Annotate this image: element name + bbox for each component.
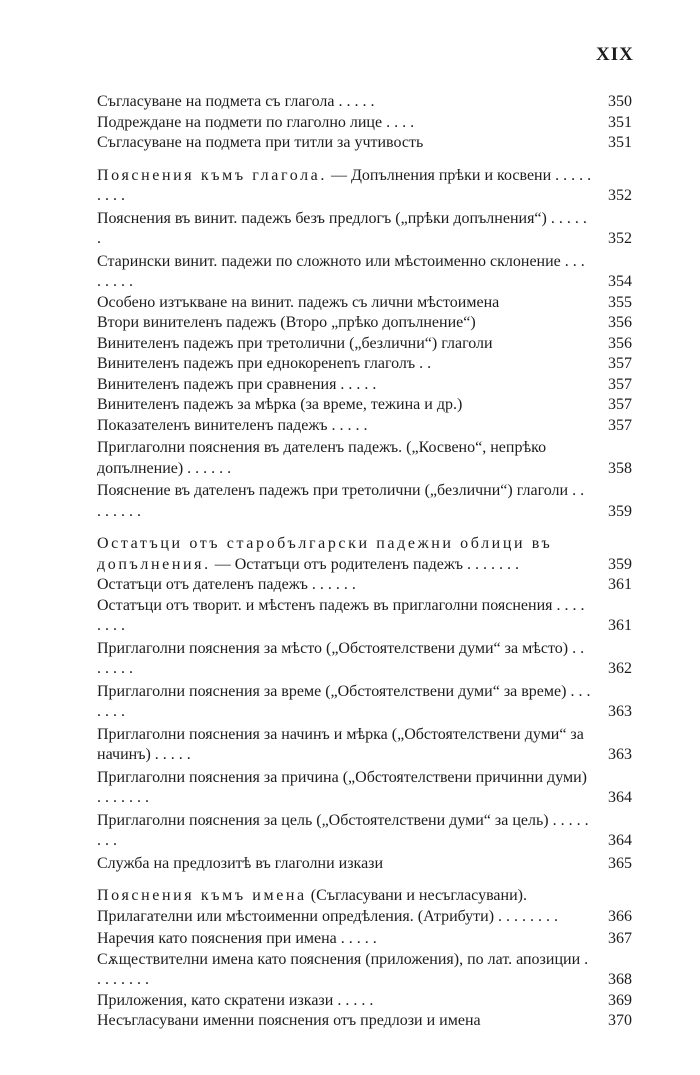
toc-page-number: 350 <box>608 93 632 110</box>
toc-entry <box>97 416 632 437</box>
toc-entry-text: Втори винителенъ падежъ (Второ „прѣко допълнение“) <box>97 314 476 331</box>
toc-entry-text: Приглаголни пояснения за цель („Обстоятелствени думи“ за цель) . . . . . . . . <box>97 811 589 849</box>
toc-page-number: 364 <box>608 789 632 806</box>
toc-page-number: 364 <box>608 832 632 849</box>
toc-entry <box>97 113 632 134</box>
toc-section-heading <box>97 886 632 927</box>
toc-page-number: 368 <box>608 971 632 988</box>
toc-entry-text: Съгласуване на подмета съ глагола . . . . . <box>97 93 375 110</box>
toc-entry <box>97 92 632 113</box>
toc-entry <box>97 334 632 355</box>
toc-page-number: 356 <box>608 334 632 352</box>
toc-page-number: 366 <box>608 907 632 925</box>
toc-entry-text: Приглаголни пояснения въ дателенъ падежъ. („Косвено“, непрѣко допълнение) . . . . . . <box>97 439 547 477</box>
toc-entry-text: Винителенъ падежъ при сравнения . . . . . <box>97 375 377 393</box>
toc-entry-text: Пояснения въ винит. падежъ безъ предлогъ („прѣки допълнения“) . . . . . . <box>97 209 587 247</box>
toc-entry-text: Приглаголни пояснения за мѣсто („Обстоятелствени думи“ за мѣсто) . . . . . . . <box>97 639 585 677</box>
toc-entry <box>97 438 632 479</box>
toc-entry <box>97 395 632 416</box>
toc-page-number: 356 <box>608 314 632 331</box>
toc-entry-text: Остатъци отъ творит. и мѣстенъ падежъ въ приглаголни пояснения . . . . . . . . <box>97 596 585 634</box>
toc-entry-text: (Съгласувани и несъгласувани). Прилагателни или мѣстоименни опредѣления. (Атрибути) . . . . . . . . <box>97 887 559 925</box>
toc-entry-text: — Остатъци отъ родителенъ падежъ . . . . . . . <box>210 555 519 573</box>
toc-entry-text: Приглаголни пояснения за причина („Обстоятелствени причинни думи) . . . . . . . <box>97 768 587 806</box>
toc-entry-text: Пояснение въ дателенъ падежъ при третолични („безлични“) глаголи . . . . . . . . <box>97 482 585 520</box>
page-number: XIX <box>596 44 634 65</box>
toc-entry <box>97 929 632 950</box>
toc-page-number: 357 <box>608 355 632 372</box>
toc-entry <box>97 209 632 250</box>
toc-page-number: 357 <box>608 416 632 434</box>
toc-entry-text: Приглаголни пояснения за време („Обстоятелствени думи“ за време) . . . . . . . <box>97 682 591 720</box>
toc-entry-text: Приглаголни пояснения за начинъ и мѣрка („Обстоятелствени думи“ за начинъ) . . . . . <box>97 725 584 763</box>
toc-entry <box>97 375 632 396</box>
toc-page-number: 362 <box>608 660 632 677</box>
toc-entry-text: Сѫществителни имена като пояснения (приложения), по лат. апозиции . . . . . . . . <box>97 950 589 988</box>
toc-page-number: 363 <box>608 703 632 720</box>
toc-entry <box>97 811 632 852</box>
toc-page-number: 367 <box>608 930 632 947</box>
toc-entry-text: Несъгласувани именни пояснения отъ предлози и имена <box>97 1012 481 1029</box>
toc-entry-text: Подреждане на подмети по глаголно лице . . . . <box>97 113 415 131</box>
toc-entry-text: Старински винит. падежи по сложното или мѣстоименно склонение . . . . . . . . <box>97 252 585 290</box>
toc-entry-text: Служба на предлозитѣ въ глаголни изкази <box>97 854 384 872</box>
toc-entry <box>97 354 632 375</box>
toc-entry-text: — Допълнения прѣки и косвени . . . . . . . . . <box>97 166 592 204</box>
toc-entry-text: Показателенъ винителенъ падежъ . . . . . <box>97 416 368 434</box>
toc-entry <box>97 725 632 766</box>
toc-page-number: 370 <box>608 1012 632 1029</box>
toc-page-number: 352 <box>608 187 632 204</box>
table-of-contents <box>97 92 632 1032</box>
toc-entry-text: Винителенъ падежъ при третолични („безлични“) глаголи <box>97 334 493 352</box>
section-title: Пояснения къмъ глагола. <box>97 166 327 184</box>
toc-page-number: 359 <box>608 555 632 573</box>
toc-entry-text: Особено изтъкване на винит. падежъ съ лични мѣстоимена <box>97 293 500 311</box>
toc-entry <box>97 950 632 991</box>
toc-entry <box>97 133 632 154</box>
toc-entry <box>97 313 632 334</box>
toc-entry <box>97 854 632 875</box>
toc-entry-text: Наречия като пояснения при имена . . . . . <box>97 930 377 947</box>
toc-section-heading <box>97 166 632 207</box>
toc-page-number: 357 <box>608 396 632 413</box>
toc-entry <box>97 639 632 680</box>
toc-page-number: 363 <box>608 746 632 763</box>
toc-page-number: 361 <box>608 576 632 593</box>
toc-entry-text: Винителенъ падежъ за мѣрка (за време, тежина и др.) <box>97 396 463 413</box>
toc-entry <box>97 481 632 522</box>
toc-section-heading <box>97 534 632 575</box>
toc-page-number: 365 <box>608 854 632 872</box>
toc-entry <box>97 293 632 314</box>
section-title: Пояснения къмъ имена <box>97 887 307 904</box>
toc-entry <box>97 682 632 723</box>
toc-entry <box>97 575 632 596</box>
toc-entry <box>97 991 632 1012</box>
toc-entry <box>97 252 632 293</box>
toc-page-number: 351 <box>608 113 632 131</box>
toc-entry-text: Съгласуване на подмета при титли за учтивость <box>97 134 424 151</box>
toc-page-number: 352 <box>608 230 632 247</box>
toc-page-number: 357 <box>608 375 632 393</box>
section-title: Остатъци отъ старобългарски падежни облици въ допълнения. <box>97 535 553 573</box>
toc-entry-text: Приложения, като скратени изкази . . . . . <box>97 991 374 1009</box>
toc-entry <box>97 1011 632 1032</box>
toc-entry <box>97 768 632 809</box>
toc-page-number: 351 <box>608 134 632 151</box>
toc-entry-text: Остатъци отъ дателенъ падежъ . . . . . . <box>97 576 356 593</box>
toc-page-number: 354 <box>608 273 632 290</box>
toc-entry <box>97 596 632 637</box>
toc-page-number: 369 <box>608 991 632 1009</box>
toc-page-number: 359 <box>608 502 632 520</box>
toc-entry-text: Винителенъ падежъ при еднокоренenъ глаголъ . . <box>97 355 432 372</box>
toc-page-number: 361 <box>608 617 632 634</box>
toc-page-number: 358 <box>608 459 632 477</box>
toc-page-number: 355 <box>608 293 632 311</box>
